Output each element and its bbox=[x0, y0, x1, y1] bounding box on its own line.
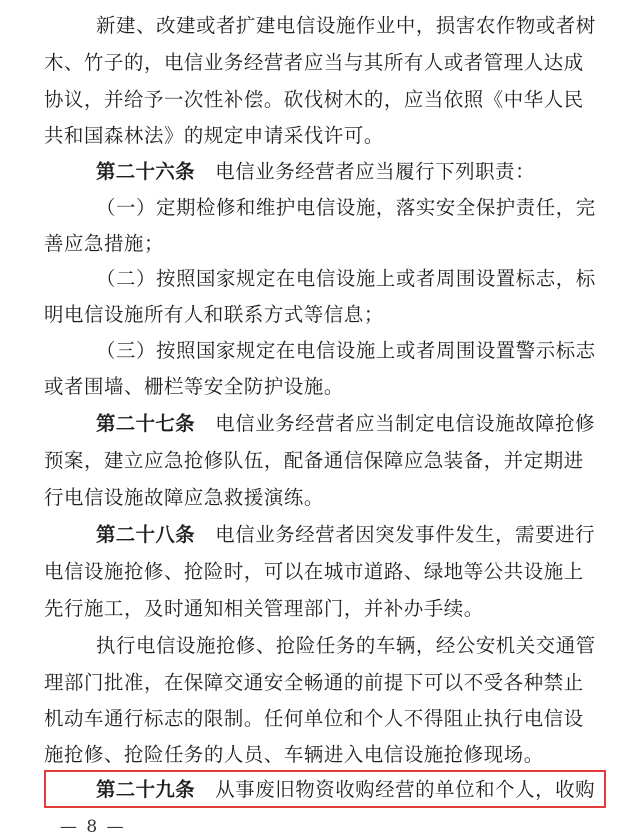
highlight-box bbox=[44, 770, 606, 808]
text-line bbox=[0, 229, 644, 259]
article-title: 第二十七条 bbox=[96, 412, 195, 435]
line-text: 新建、改建或者扩建电信设施作业中，损害农作物或者树 bbox=[96, 14, 596, 37]
line-text: 电信设施抢修、抢险时，可以在城市道路、绿地等公共设施上 bbox=[44, 560, 584, 583]
line-text: 机动车通行标志的限制。任何单位和个人不得阻止执行电信设 bbox=[44, 707, 584, 730]
text-line bbox=[0, 336, 644, 366]
article-28-heading-line bbox=[0, 520, 644, 550]
article-title: 第二十九条 bbox=[96, 778, 195, 801]
text-line bbox=[0, 193, 644, 223]
text-line bbox=[0, 446, 644, 476]
text-line bbox=[0, 300, 644, 330]
text-line bbox=[0, 48, 644, 78]
line-text: （三）按照国家规定在电信设施上或者周围设置警示标志 bbox=[96, 339, 596, 362]
line-text: 或者围墙、栅栏等安全防护设施。 bbox=[44, 375, 344, 398]
text-line bbox=[0, 594, 644, 624]
text-line bbox=[0, 372, 644, 402]
line-text: 行电信设施故障应急救援演练。 bbox=[44, 486, 324, 509]
line-text: 明电信设施所有人和联系方式等信息； bbox=[44, 303, 384, 326]
line-text: 电信业务经营者应当履行下列职责： bbox=[215, 160, 536, 183]
line-text: 理部门批准，在保障交通安全畅通的前提下可以不受各种禁止 bbox=[44, 671, 584, 694]
text-line bbox=[0, 740, 644, 770]
article-title: 第二十八条 bbox=[96, 523, 195, 546]
text-line bbox=[0, 704, 644, 734]
article-27-heading-line bbox=[0, 409, 644, 439]
text-line bbox=[0, 121, 644, 151]
line-text: 执行电信设施抢修、抢险任务的车辆，经公安机关交通管 bbox=[96, 634, 596, 657]
line-text: 协议，并给予一次性补偿。砍伐树木的，应当依照《中华人民 bbox=[44, 88, 584, 111]
line-text: 从事废旧物资收购经营的单位和个人，收购 bbox=[215, 778, 596, 801]
text-line bbox=[0, 483, 644, 513]
line-text: 善应急措施； bbox=[44, 232, 164, 255]
line-text: 共和国森林法》的规定申请采伐许可。 bbox=[44, 124, 384, 147]
line-text: 木、竹子的，电信业务经营者应当与其所有人或者管理人达成 bbox=[44, 51, 584, 74]
line-text: （二）按照国家规定在电信设施上或者周围设置标志，标 bbox=[96, 267, 596, 290]
line-text: 电信业务经营者应当制定电信设施故障抢修 bbox=[215, 412, 596, 435]
article-title: 第二十六条 bbox=[96, 160, 195, 183]
text-line bbox=[0, 85, 644, 115]
text-line bbox=[0, 11, 644, 41]
text-line bbox=[0, 264, 644, 294]
line-text: （一）定期检修和维护电信设施，落实安全保护责任，完 bbox=[96, 196, 596, 219]
line-text: 施抢修、抢险任务的人员、车辆进入电信设施抢修现场。 bbox=[44, 743, 544, 766]
text-line bbox=[0, 557, 644, 587]
text-line bbox=[0, 668, 644, 698]
line-text: 先行施工，及时通知相关管理部门，并补办手续。 bbox=[44, 597, 484, 620]
page-number: — 8 — bbox=[60, 817, 126, 837]
article-26-heading-line bbox=[0, 157, 644, 187]
line-text: 电信业务经营者因突发事件发生，需要进行 bbox=[215, 523, 596, 546]
line-text: 预案，建立应急抢修队伍，配备通信保障应急装备，并定期进 bbox=[44, 449, 584, 472]
text-line bbox=[0, 631, 644, 661]
